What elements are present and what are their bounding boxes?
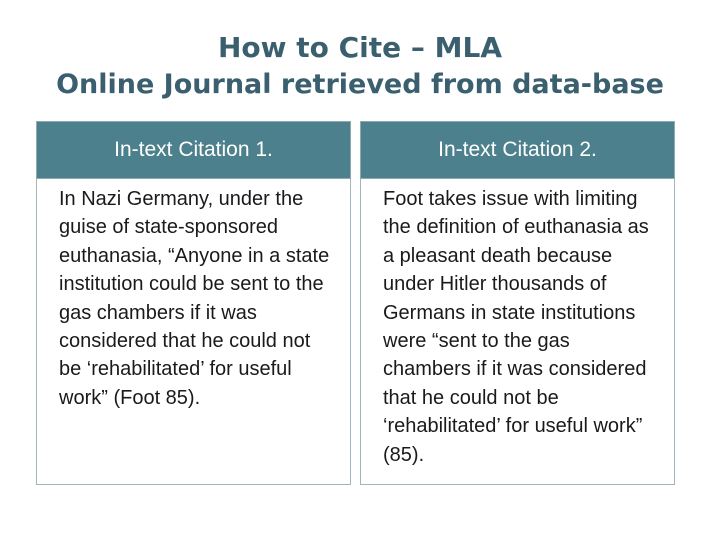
citation-column-2 [360,121,675,485]
slide-title: How to Cite – MLA [217,31,503,64]
column-body: Foot takes issue with limiting the definition of euthanasia as a pleasant death because under Hitler thousands of Germans in state institutions were “sent to the gas chambers if it was considered that he could not be ‘rehabilitated’ for useful work” (85). [360,179,675,485]
citation-column-1 [36,121,351,485]
column-header: In-text Citation 2. [360,121,675,179]
slide-subtitle: Online Journal retrieved from data-base [56,69,664,100]
column-header: In-text Citation 1. [36,121,351,179]
column-body: In Nazi Germany, under the guise of state-sponsored euthanasia, “Anyone in a state institution could be sent to the gas chambers if it was considered that he could not be ‘rehabilitated’ for useful work” (Foot 85). [36,179,351,485]
